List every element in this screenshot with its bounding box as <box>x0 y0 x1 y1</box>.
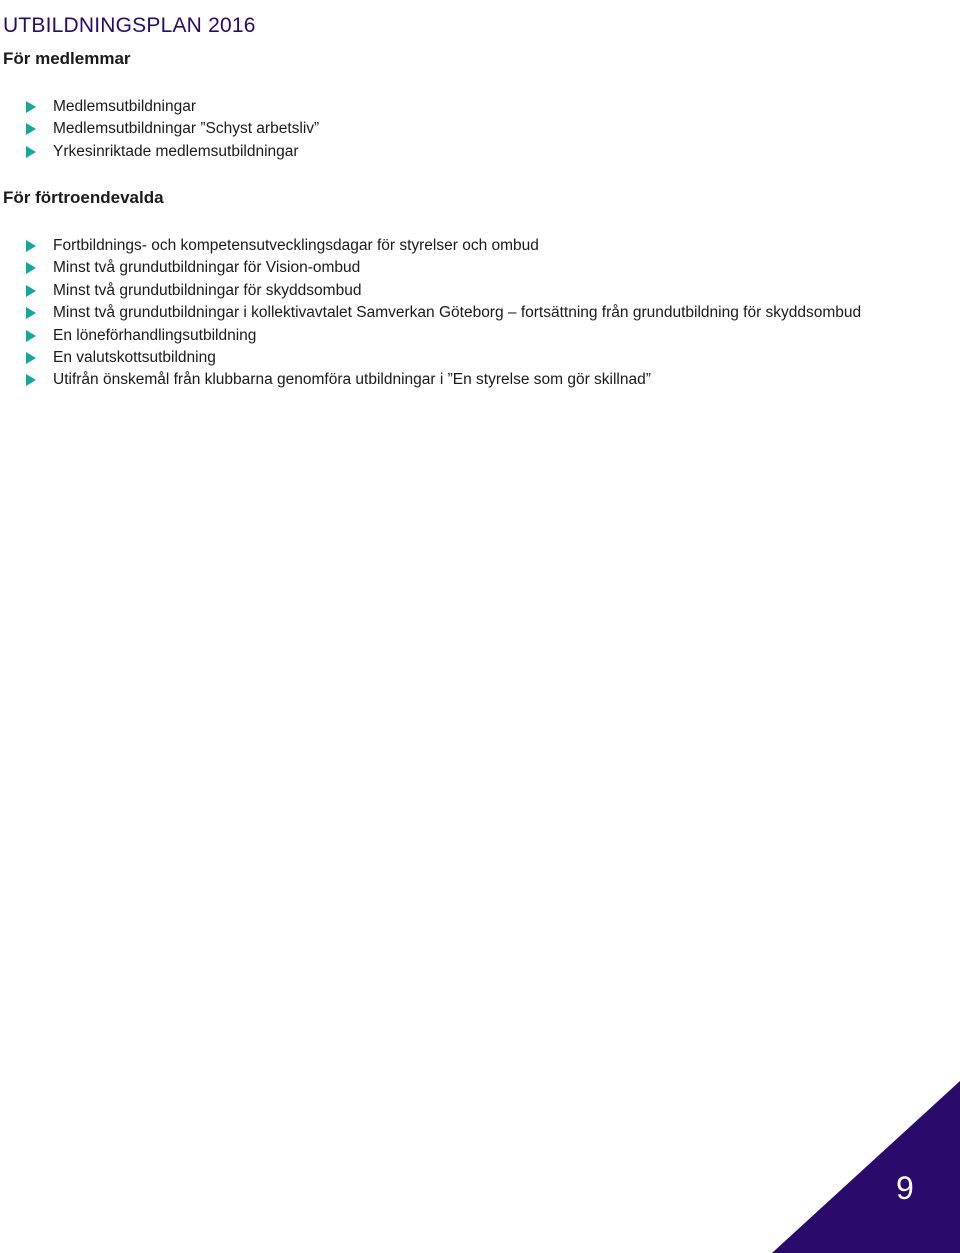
bullet-arrow-icon <box>26 240 36 252</box>
bullet-arrow-icon <box>26 262 36 274</box>
section-heading-members: För medlemmar <box>3 49 131 68</box>
list-item-text: Minst två grundutbildningar för skyddsombud <box>53 281 362 299</box>
bullet-arrow-icon <box>26 307 36 319</box>
elected-list <box>0 235 880 392</box>
list-item <box>0 235 880 257</box>
list-item <box>0 96 880 118</box>
bullet-arrow-icon <box>26 101 36 113</box>
page-title: UTBILDNINGSPLAN 2016 <box>3 14 256 38</box>
list-item <box>0 347 880 369</box>
list-item-text: Minst två grundutbildningar i kollektivavtalet Samverkan Göteborg – fortsättning från grundutbildning för skyddsombud <box>53 304 862 322</box>
section-heading-elected: För förtroendevalda <box>3 188 164 207</box>
list-item-text: Yrkesinriktade medlemsutbildningar <box>53 142 299 160</box>
list-item-text: En valutskottsutbildning <box>53 349 216 367</box>
bullet-arrow-icon <box>26 285 36 297</box>
bullet-arrow-icon <box>26 146 36 158</box>
members-list <box>0 96 880 163</box>
list-item <box>0 302 880 324</box>
corner-triangle-shape <box>772 1081 960 1253</box>
list-item <box>0 141 880 163</box>
list-item-text: Fortbildnings- och kompetensutvecklingsdagar för styrelser och ombud <box>53 237 539 254</box>
bullet-arrow-icon <box>26 374 36 386</box>
corner-triangle-decoration <box>772 1081 960 1253</box>
list-item-text: Medlemsutbildningar <box>53 98 197 115</box>
bullet-arrow-icon <box>26 352 36 364</box>
page-number: 9 <box>896 1170 914 1206</box>
list-item <box>0 118 880 140</box>
list-item <box>0 369 880 391</box>
list-item-text: Medlemsutbildningar ”Schyst arbetsliv” <box>53 120 320 138</box>
bullet-arrow-icon <box>26 330 36 342</box>
list-item <box>0 280 880 302</box>
list-item <box>0 257 880 279</box>
list-item-text: Minst två grundutbildningar för Vision-ombud <box>53 259 361 277</box>
list-item-text: Utifrån önskemål från klubbarna genomföra utbildningar i ”En styrelse som gör skillnad” <box>53 371 651 389</box>
bullet-arrow-icon <box>26 123 36 135</box>
list-item <box>0 325 880 347</box>
list-item-text: En löneförhandlingsutbildning <box>53 326 257 344</box>
